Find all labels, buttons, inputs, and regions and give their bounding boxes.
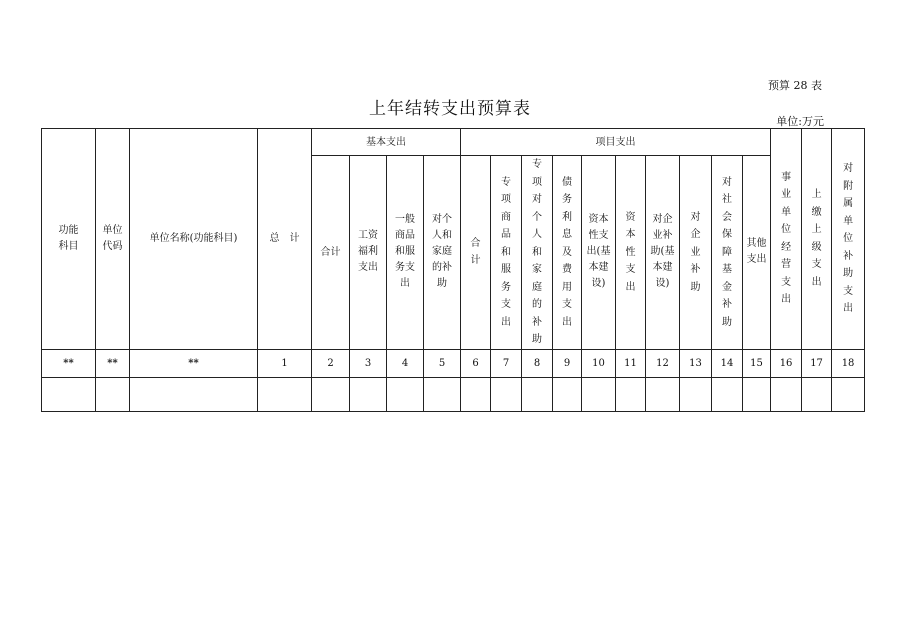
col-number: 10 xyxy=(582,349,616,377)
star-cell: ** xyxy=(130,349,258,377)
header-col-12: 对企业补助(基本建设) xyxy=(646,156,680,350)
header-col-18: 对附属单位补助支出 xyxy=(832,129,865,350)
header-func-subject: 功能科目 xyxy=(42,129,96,350)
col-number: 8 xyxy=(522,349,553,377)
empty-cell xyxy=(42,377,96,411)
col-number: 11 xyxy=(616,349,646,377)
col-number: 15 xyxy=(743,349,771,377)
col-number: 18 xyxy=(832,349,865,377)
header-col-4: 一般商品和服务支出 xyxy=(387,156,424,350)
empty-cell xyxy=(258,377,312,411)
header-col-5: 对个人和家庭的补助 xyxy=(424,156,461,350)
header-col-17: 上缴上级支出 xyxy=(802,129,832,350)
empty-cell xyxy=(743,377,771,411)
empty-cell xyxy=(387,377,424,411)
empty-cell xyxy=(646,377,680,411)
header-col-11: 资本性支出 xyxy=(616,156,646,350)
table-row xyxy=(42,377,865,411)
header-col-3: 工资福利支出 xyxy=(350,156,387,350)
empty-cell xyxy=(832,377,865,411)
col-number: 1 xyxy=(258,349,312,377)
empty-cell xyxy=(582,377,616,411)
table-row xyxy=(42,349,865,377)
empty-cell xyxy=(616,377,646,411)
header-col-6: 合计 xyxy=(461,156,491,350)
header-unit-name: 单位名称(功能科目) xyxy=(130,129,258,350)
header-col-7: 专项商品和服务支出 xyxy=(491,156,522,350)
empty-cell xyxy=(424,377,461,411)
header-col-16: 事业单位经营支出 xyxy=(771,129,802,350)
col-number: 16 xyxy=(771,349,802,377)
empty-cell xyxy=(312,377,350,411)
header-col-13: 对企业补助 xyxy=(680,156,712,350)
empty-cell xyxy=(712,377,743,411)
col-number: 17 xyxy=(802,349,832,377)
col-number: 6 xyxy=(461,349,491,377)
header-col-9: 债务利息及费用支出 xyxy=(553,156,582,350)
header-group-basic: 基本支出 xyxy=(312,129,461,156)
header-col-14: 对社会保障基金补助 xyxy=(712,156,743,350)
header-total: 总 计 xyxy=(258,129,312,350)
budget-table xyxy=(41,128,865,412)
col-number: 4 xyxy=(387,349,424,377)
empty-cell xyxy=(350,377,387,411)
empty-cell xyxy=(553,377,582,411)
header-col-15: 其他支出 xyxy=(743,156,771,350)
header-group-project: 项目支出 xyxy=(461,129,771,156)
col-number: 12 xyxy=(646,349,680,377)
col-number: 7 xyxy=(491,349,522,377)
col-number: 3 xyxy=(350,349,387,377)
form-number: 预算 28 表 xyxy=(768,79,822,92)
col-number: 2 xyxy=(312,349,350,377)
col-number: 13 xyxy=(680,349,712,377)
empty-cell xyxy=(771,377,802,411)
empty-cell xyxy=(96,377,130,411)
empty-cell xyxy=(130,377,258,411)
col-number: 9 xyxy=(553,349,582,377)
unit-label: 单位:万元 xyxy=(776,115,824,128)
page-title: 上年结转支出预算表 xyxy=(369,99,531,119)
header-unit-code: 单位代码 xyxy=(96,129,130,350)
star-cell: ** xyxy=(96,349,130,377)
empty-cell xyxy=(802,377,832,411)
star-cell: ** xyxy=(42,349,96,377)
empty-cell xyxy=(680,377,712,411)
empty-cell xyxy=(461,377,491,411)
header-col-8: 专项对个人和家庭的补助 xyxy=(522,156,553,350)
header-col-10: 资本性支出(基本建设) xyxy=(582,156,616,350)
empty-cell xyxy=(522,377,553,411)
empty-cell xyxy=(491,377,522,411)
col-number: 14 xyxy=(712,349,743,377)
header-col-2: 合计 xyxy=(312,156,350,350)
col-number: 5 xyxy=(424,349,461,377)
